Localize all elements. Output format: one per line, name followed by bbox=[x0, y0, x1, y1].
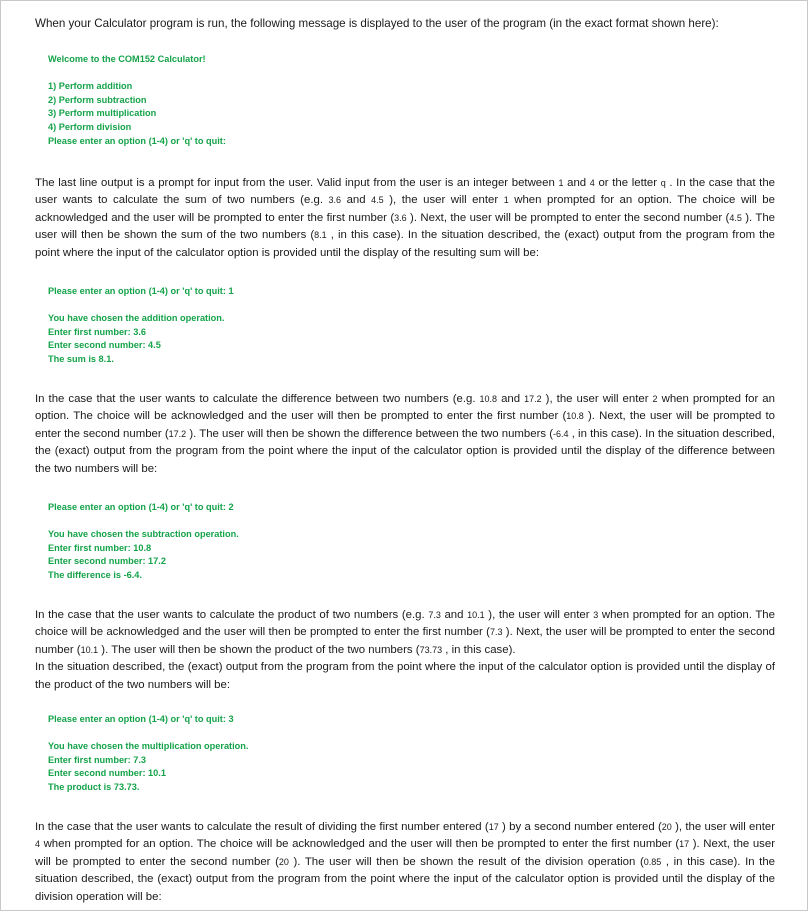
inline-value: 3.6 bbox=[328, 195, 342, 206]
text-run: In the case that the user wants to calculate the product of two numbers (e.g. bbox=[35, 609, 429, 621]
text-run: or the letter bbox=[594, 177, 661, 189]
text-run: . In the case that the user wants to calculate the sum of two numbers (e.g. bbox=[35, 177, 775, 207]
inline-value: 0.85 bbox=[643, 856, 662, 867]
output-line: Enter second number: 10.1 bbox=[48, 768, 166, 779]
inline-value: 17 bbox=[488, 822, 499, 832]
inline-value: 10.8 bbox=[479, 394, 498, 404]
text-run: ), the user will enter bbox=[383, 194, 504, 207]
text-run: ), the user will enter bbox=[541, 393, 653, 405]
text-run: In the case that the user wants to calculate the result of dividing the first number entered ( bbox=[35, 821, 489, 833]
inline-value: 20 bbox=[278, 856, 289, 867]
subtraction-paragraph bbox=[35, 391, 775, 478]
inline-value: 4 bbox=[35, 839, 41, 850]
text-run: ). Next, the user will be prompted to enter the second number ( bbox=[35, 838, 775, 868]
inline-value: q bbox=[660, 178, 666, 188]
inline-value: 10.1 bbox=[467, 610, 485, 620]
text-run: ). The user will then be shown the difference between the two numbers ( bbox=[186, 427, 554, 440]
output-line: You have chosen the multiplication operation. bbox=[48, 741, 249, 752]
output-line: Please enter an option (1-4) or 'q' to quit: bbox=[48, 135, 226, 146]
text-run: and bbox=[563, 177, 590, 189]
text-run: In the situation described, the (exact) output from the program from the point where the input of the calculator option is provided until the display of the product of the two numbers will be: bbox=[35, 661, 775, 691]
output-line: Please enter an option (1-4) or 'q' to quit: 3 bbox=[48, 714, 234, 724]
output-line: 3) Perform multiplication bbox=[48, 108, 157, 119]
text-run: when prompted for an option. The choice will be acknowledged and the user will be prompted to enter the first number ( bbox=[35, 194, 775, 224]
welcome-output-block bbox=[48, 53, 226, 148]
division-paragraph bbox=[35, 819, 775, 906]
text-run: ), the user will enter bbox=[671, 821, 776, 833]
text-run: when prompted for an option. The choice will be acknowledged and the user will then be prompted to enter the first number ( bbox=[35, 609, 775, 639]
inline-value: 4.5 bbox=[729, 212, 742, 223]
output-line: Enter second number: 17.2 bbox=[48, 556, 166, 567]
text-run: ). Next, the user will be prompted to enter the second number ( bbox=[406, 211, 730, 224]
output-line: Welcome to the COM152 Calculator! bbox=[48, 54, 206, 64]
inline-value: 3 bbox=[593, 610, 599, 620]
inline-value: 73.73 bbox=[419, 644, 443, 655]
text-run: ). The user will then be shown the product of the two numbers ( bbox=[98, 643, 420, 656]
inline-value: 4.5 bbox=[371, 195, 384, 206]
text-run: The last line output is a prompt for input from the user. Valid input from the user is an integer between bbox=[35, 177, 559, 189]
text-run: , in this case). bbox=[442, 643, 516, 656]
addition-output-block bbox=[48, 285, 234, 367]
output-line: Enter second number: 4.5 bbox=[48, 340, 161, 351]
output-line: 1) Perform addition bbox=[48, 81, 133, 92]
inline-value: -6.4 bbox=[553, 428, 569, 439]
text-run: ). The user will then be shown the sum of the two numbers ( bbox=[35, 211, 775, 242]
output-line: Enter first number: 10.8 bbox=[48, 542, 152, 553]
inline-value: 4 bbox=[589, 178, 595, 188]
output-line: The sum is 8.1. bbox=[48, 353, 114, 364]
output-line: The difference is -6.4. bbox=[48, 569, 142, 580]
text-run: and bbox=[497, 393, 525, 405]
inline-value: 3.6 bbox=[394, 212, 407, 223]
inline-value: 1 bbox=[503, 195, 509, 206]
output-line: 4) Perform division bbox=[48, 121, 132, 132]
inline-value: 8.1 bbox=[314, 230, 327, 241]
output-line: You have chosen the subtraction operation. bbox=[48, 529, 239, 540]
addition-paragraph bbox=[35, 175, 775, 262]
text-run: and bbox=[341, 194, 372, 207]
inline-value: 2 bbox=[652, 394, 658, 404]
output-line: 2) Perform subtraction bbox=[48, 94, 147, 105]
text-run: ). Next, the user will be prompted to enter the second number ( bbox=[35, 410, 775, 440]
text-run: ). Next, the user will be prompted to enter the second number ( bbox=[35, 626, 775, 656]
inline-value: 1 bbox=[558, 178, 564, 188]
text-run: ) by a second number entered ( bbox=[498, 821, 662, 833]
text-run: ), the user will enter bbox=[484, 609, 594, 621]
inline-value: 17.2 bbox=[168, 428, 187, 439]
text-run: , in this case). In the situation described, the (exact) output from the program from the point where the input of the calculator option is provided until the display of the difference between the two numbers will be: bbox=[35, 427, 775, 475]
intro-paragraph: When your Calculator program is run, the following message is displayed to the user of the program (in the exact format shown here): bbox=[35, 17, 719, 30]
text-run: , in this case). In the situation described, the (exact) output from the program from the point where the input of the calculator option is provided until the display of the resulting sum will be: bbox=[35, 229, 776, 259]
text-run: ). The user will then be shown the result of the division operation ( bbox=[288, 855, 644, 868]
inline-value: 17 bbox=[679, 839, 690, 850]
output-line bbox=[48, 299, 234, 313]
text-run: when prompted for an option. The choice will be acknowledged and the user will then be prompted to enter the first number ( bbox=[35, 393, 775, 423]
output-line: Enter first number: 3.6 bbox=[48, 326, 147, 337]
inline-value: 20 bbox=[661, 822, 672, 832]
inline-value: 7.3 bbox=[489, 627, 503, 638]
output-line: Please enter an option (1-4) or 'q' to quit: 2 bbox=[48, 502, 234, 512]
text-run: and bbox=[440, 609, 468, 621]
inline-value: 10.8 bbox=[566, 411, 584, 422]
output-line: Please enter an option (1-4) or 'q' to quit: 1 bbox=[48, 286, 234, 296]
multiplication-output-block bbox=[48, 713, 248, 795]
output-line: You have chosen the addition operation. bbox=[48, 313, 225, 324]
inline-value: 7.3 bbox=[428, 610, 441, 620]
inline-value: 10.1 bbox=[80, 644, 99, 655]
output-line bbox=[48, 67, 226, 81]
inline-value: 17.2 bbox=[524, 394, 542, 404]
subtraction-output-block bbox=[48, 501, 239, 583]
output-line bbox=[48, 727, 248, 741]
text-run: , in this case). In the situation described, the (exact) output from the program from the point where the input of the calculator option is provided until the display of the division operation will be: bbox=[35, 855, 775, 903]
text-run: In the case that the user wants to calculate the difference between two numbers (e.g. bbox=[35, 393, 480, 405]
output-line: The product is 73.73. bbox=[48, 781, 140, 792]
text-run: when prompted for an option. The choice will be acknowledged and the user will then be prompted to enter the first number ( bbox=[40, 838, 680, 851]
multiplication-paragraph bbox=[35, 607, 775, 694]
output-line: Enter first number: 7.3 bbox=[48, 754, 147, 765]
output-line bbox=[48, 515, 239, 529]
